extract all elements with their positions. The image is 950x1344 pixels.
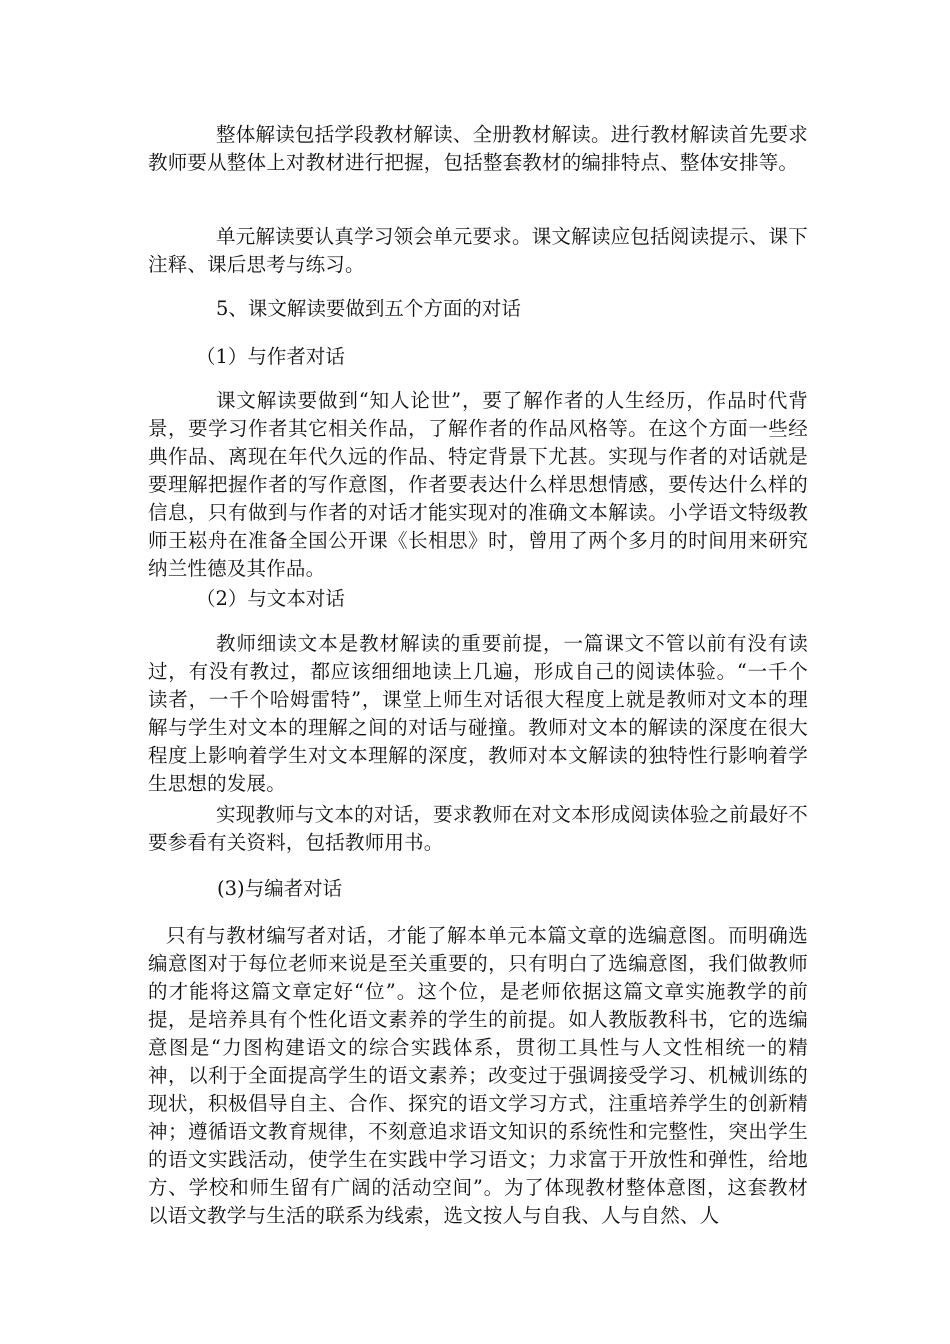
heading-editor-dialogue: (3)与编者对话 bbox=[217, 877, 343, 900]
heading-five-dialogues: 5、课文解读要做到五个方面的对话 bbox=[216, 297, 521, 320]
paragraph-overall-reading: 整体解读包括学段教材解读、全册教材解读。进行教材解读首先要求教师要从整体上对教材进行把握，包括整套教材的编排特点、整体安排等。 bbox=[148, 123, 808, 174]
heading-text-dialogue: （2）与文本对话 bbox=[196, 587, 345, 610]
paragraph-author-dialogue: 课文解读要做到“知人论世”，要了解作者的人生经历，作品时代背景，要学习作者其它相关作品，了解作者的作品风格等。在这个方面一些经典作品、离现在年代久远的作品、特定背景下尤甚。实现与作者的对话就是要理解把握作者的写作意图，作者要表达什么样思想情感，要传达什么样的信息，只有做到与作者的对话才能实现对的准确文本解读。小学语文特级教师王崧舟在准备全国公开课《长相思》时，曾用了两个多月的时间用来研究纳兰性德及其作品。 bbox=[148, 389, 808, 580]
paragraph-editor-dialogue: 只有与教材编写者对话，才能了解本单元本篇文章的选编意图。而明确选编意图对于每位老师来说是至关重要的，只有明白了选编意图，我们做教师的才能将这篇文章定好“位”。这个位，是老师依据这篇文章实施教学的前提，是培养具有个性化语文素养的学生的前提。如人教版教科书，它的选编意图是“力图构建语文的综合实践体系，贯彻工具性与人文性相统一的精神，以利于全面提高学生的语文素养；改变过于强调接受学习、机械训练的现状，积极倡导自主、合作、探究的语文学习方式，注重培养学生的创新精神；遵循语文教育规律，不刻意追求语文知识的系统性和完整性，突出学生的语文实践活动，使学生在实践中学习语文；力求富于开放性和弹性，给地方、学校和师生留有广阔的活动空间”。为了体现教材整体意图，这套教材以语文教学与生活的联系为线索，选文按人与自我、人与自然、人 bbox=[148, 924, 808, 1227]
paragraph-teacher-text: 实现教师与文本的对话，要求教师在对文本形成阅读体验之前最好不要参看有关资料，包括教师用书。 bbox=[148, 803, 808, 854]
paragraph-text-dialogue: 教师细读文本是教材解读的重要前提，一篇课文不管以前有没有读过，有没有教过，都应该细细地读上几遍，形成自己的阅读体验。“一千个读者，一千个哈姆雷特”，课堂上师生对话很大程度上就是教师对文本的理解与学生对文本的理解之间的对话与碰撞。教师对文本的解读的深度在很大程度上影响着学生对文本理解的深度，教师对本文解读的独特性行影响着学生思想的发展。 bbox=[148, 632, 808, 795]
paragraph-unit-reading: 单元解读要认真学习领会单元要求。课文解读应包括阅读提示、课下注释、课后思考与练习。 bbox=[148, 225, 808, 276]
heading-author-dialogue: （1）与作者对话 bbox=[196, 345, 345, 368]
